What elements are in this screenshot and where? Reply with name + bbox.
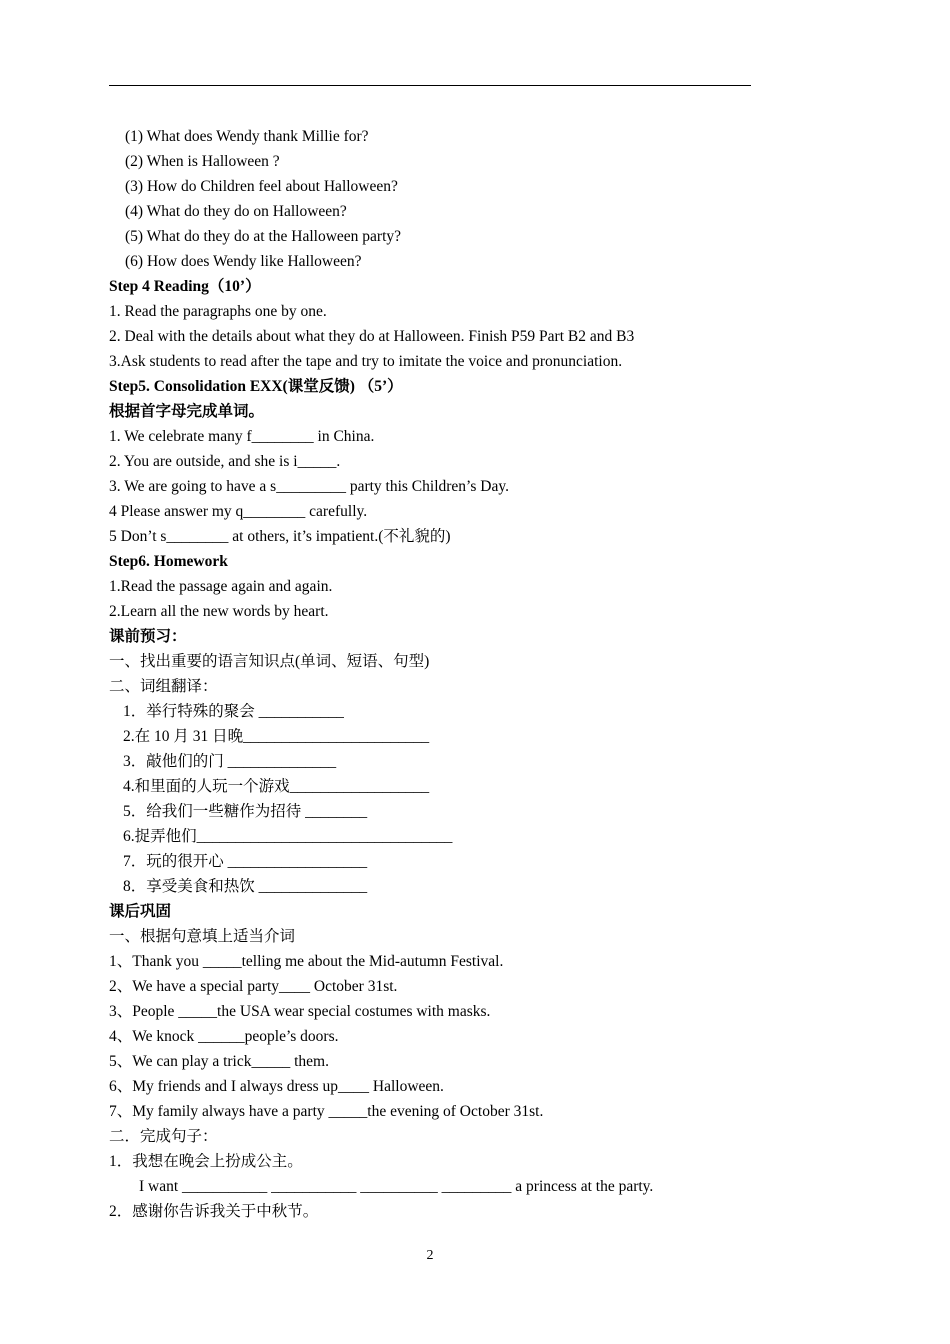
phrase-6: 6.捉弄他们_________________________________: [123, 828, 453, 845]
phrase-8: 8．享受美食和热饮 ______________: [123, 878, 368, 895]
question-3: (3) How do Children feel about Halloween?: [125, 178, 398, 195]
sentence-1-english: I want ___________ ___________ __________ _________ a princess at the party.: [139, 1178, 654, 1195]
step5-item-1: 1. We celebrate many f________ in China.: [109, 428, 375, 445]
document-body: [109, 124, 809, 1224]
step6-heading: Step6. Homework: [109, 553, 228, 570]
step4-item-1: 1. Read the paragraphs one by one.: [109, 303, 327, 320]
phrase-3: 3．敲他们的门 ______________: [123, 753, 337, 770]
phrase-1: 1．举行特殊的聚会 ___________: [123, 703, 344, 720]
header-rule: [109, 85, 751, 86]
preview-part-2: 二、词组翻译：: [109, 678, 218, 695]
step5-item-5: 5 Don’t s________ at others, it’s impatient.(不礼貌的): [109, 528, 451, 545]
page-number: 2: [426, 1248, 434, 1263]
question-6: (6) How does Wendy like Halloween?: [125, 253, 362, 270]
review-item-1: 1、Thank you _____telling me about the Mid-autumn Festival.: [109, 953, 504, 970]
step6-item-1: 1.Read the passage again and again.: [109, 578, 333, 595]
review-item-6: 6、My friends and I always dress up____ Halloween.: [109, 1078, 444, 1095]
review-item-7: 7、My family always have a party _____the evening of October 31st.: [109, 1103, 544, 1120]
review-item-5: 5、We can play a trick_____ them.: [109, 1053, 329, 1070]
step4-item-3: 3.Ask students to read after the tape and try to imitate the voice and pronunciation.: [109, 353, 623, 370]
review-item-2: 2、We have a special party____ October 31st.: [109, 978, 398, 995]
step5-item-4: 4 Please answer my q________ carefully.: [109, 503, 368, 520]
step5-item-2: 2. You are outside, and she is i_____.: [109, 453, 341, 470]
review-part-1: 一、根据句意填上适当介词: [109, 928, 296, 945]
question-1: (1) What does Wendy thank Millie for?: [125, 128, 369, 145]
step4-heading: Step 4 Reading（10’）: [109, 278, 261, 295]
sentence-1-chinese: 1．我想在晚会上扮成公主。: [109, 1153, 303, 1170]
question-5: (5) What do they do at the Halloween party?: [125, 228, 402, 245]
review-part-2: 二．完成句子：: [109, 1128, 218, 1145]
phrase-5: 5．给我们一些糖作为招待 ________: [123, 803, 368, 820]
review-heading: 课后巩固: [109, 903, 172, 920]
phrase-4: 4.和里面的人玩一个游戏__________________: [123, 778, 430, 795]
preview-part-1: 一、找出重要的语言知识点(单词、短语、句型): [109, 653, 430, 670]
preview-heading: 课前预习：: [109, 628, 187, 645]
step5-heading: Step5. Consolidation EXX(课堂反馈) （5’）: [109, 378, 403, 395]
step6-item-2: 2.Learn all the new words by heart.: [109, 603, 329, 620]
question-4: (4) What do they do on Halloween?: [125, 203, 347, 220]
review-item-3: 3、People _____the USA wear special costumes with masks.: [109, 1003, 491, 1020]
phrase-2: 2.在 10 月 31 日晚________________________: [123, 728, 430, 745]
phrase-7: 7．玩的很开心 __________________: [123, 853, 368, 870]
review-item-4: 4、We knock ______people’s doors.: [109, 1028, 339, 1045]
question-2: (2) When is Halloween ?: [125, 153, 280, 170]
step5-item-3: 3. We are going to have a s_________ party this Children’s Day.: [109, 478, 509, 495]
step4-item-2: 2. Deal with the details about what they do at Halloween. Finish P59 Part B2 and B3: [109, 328, 635, 345]
step5-subheading: 根据首字母完成单词。: [109, 403, 265, 420]
sentence-2-chinese: 2．感谢你告诉我关于中秋节。: [109, 1203, 319, 1220]
